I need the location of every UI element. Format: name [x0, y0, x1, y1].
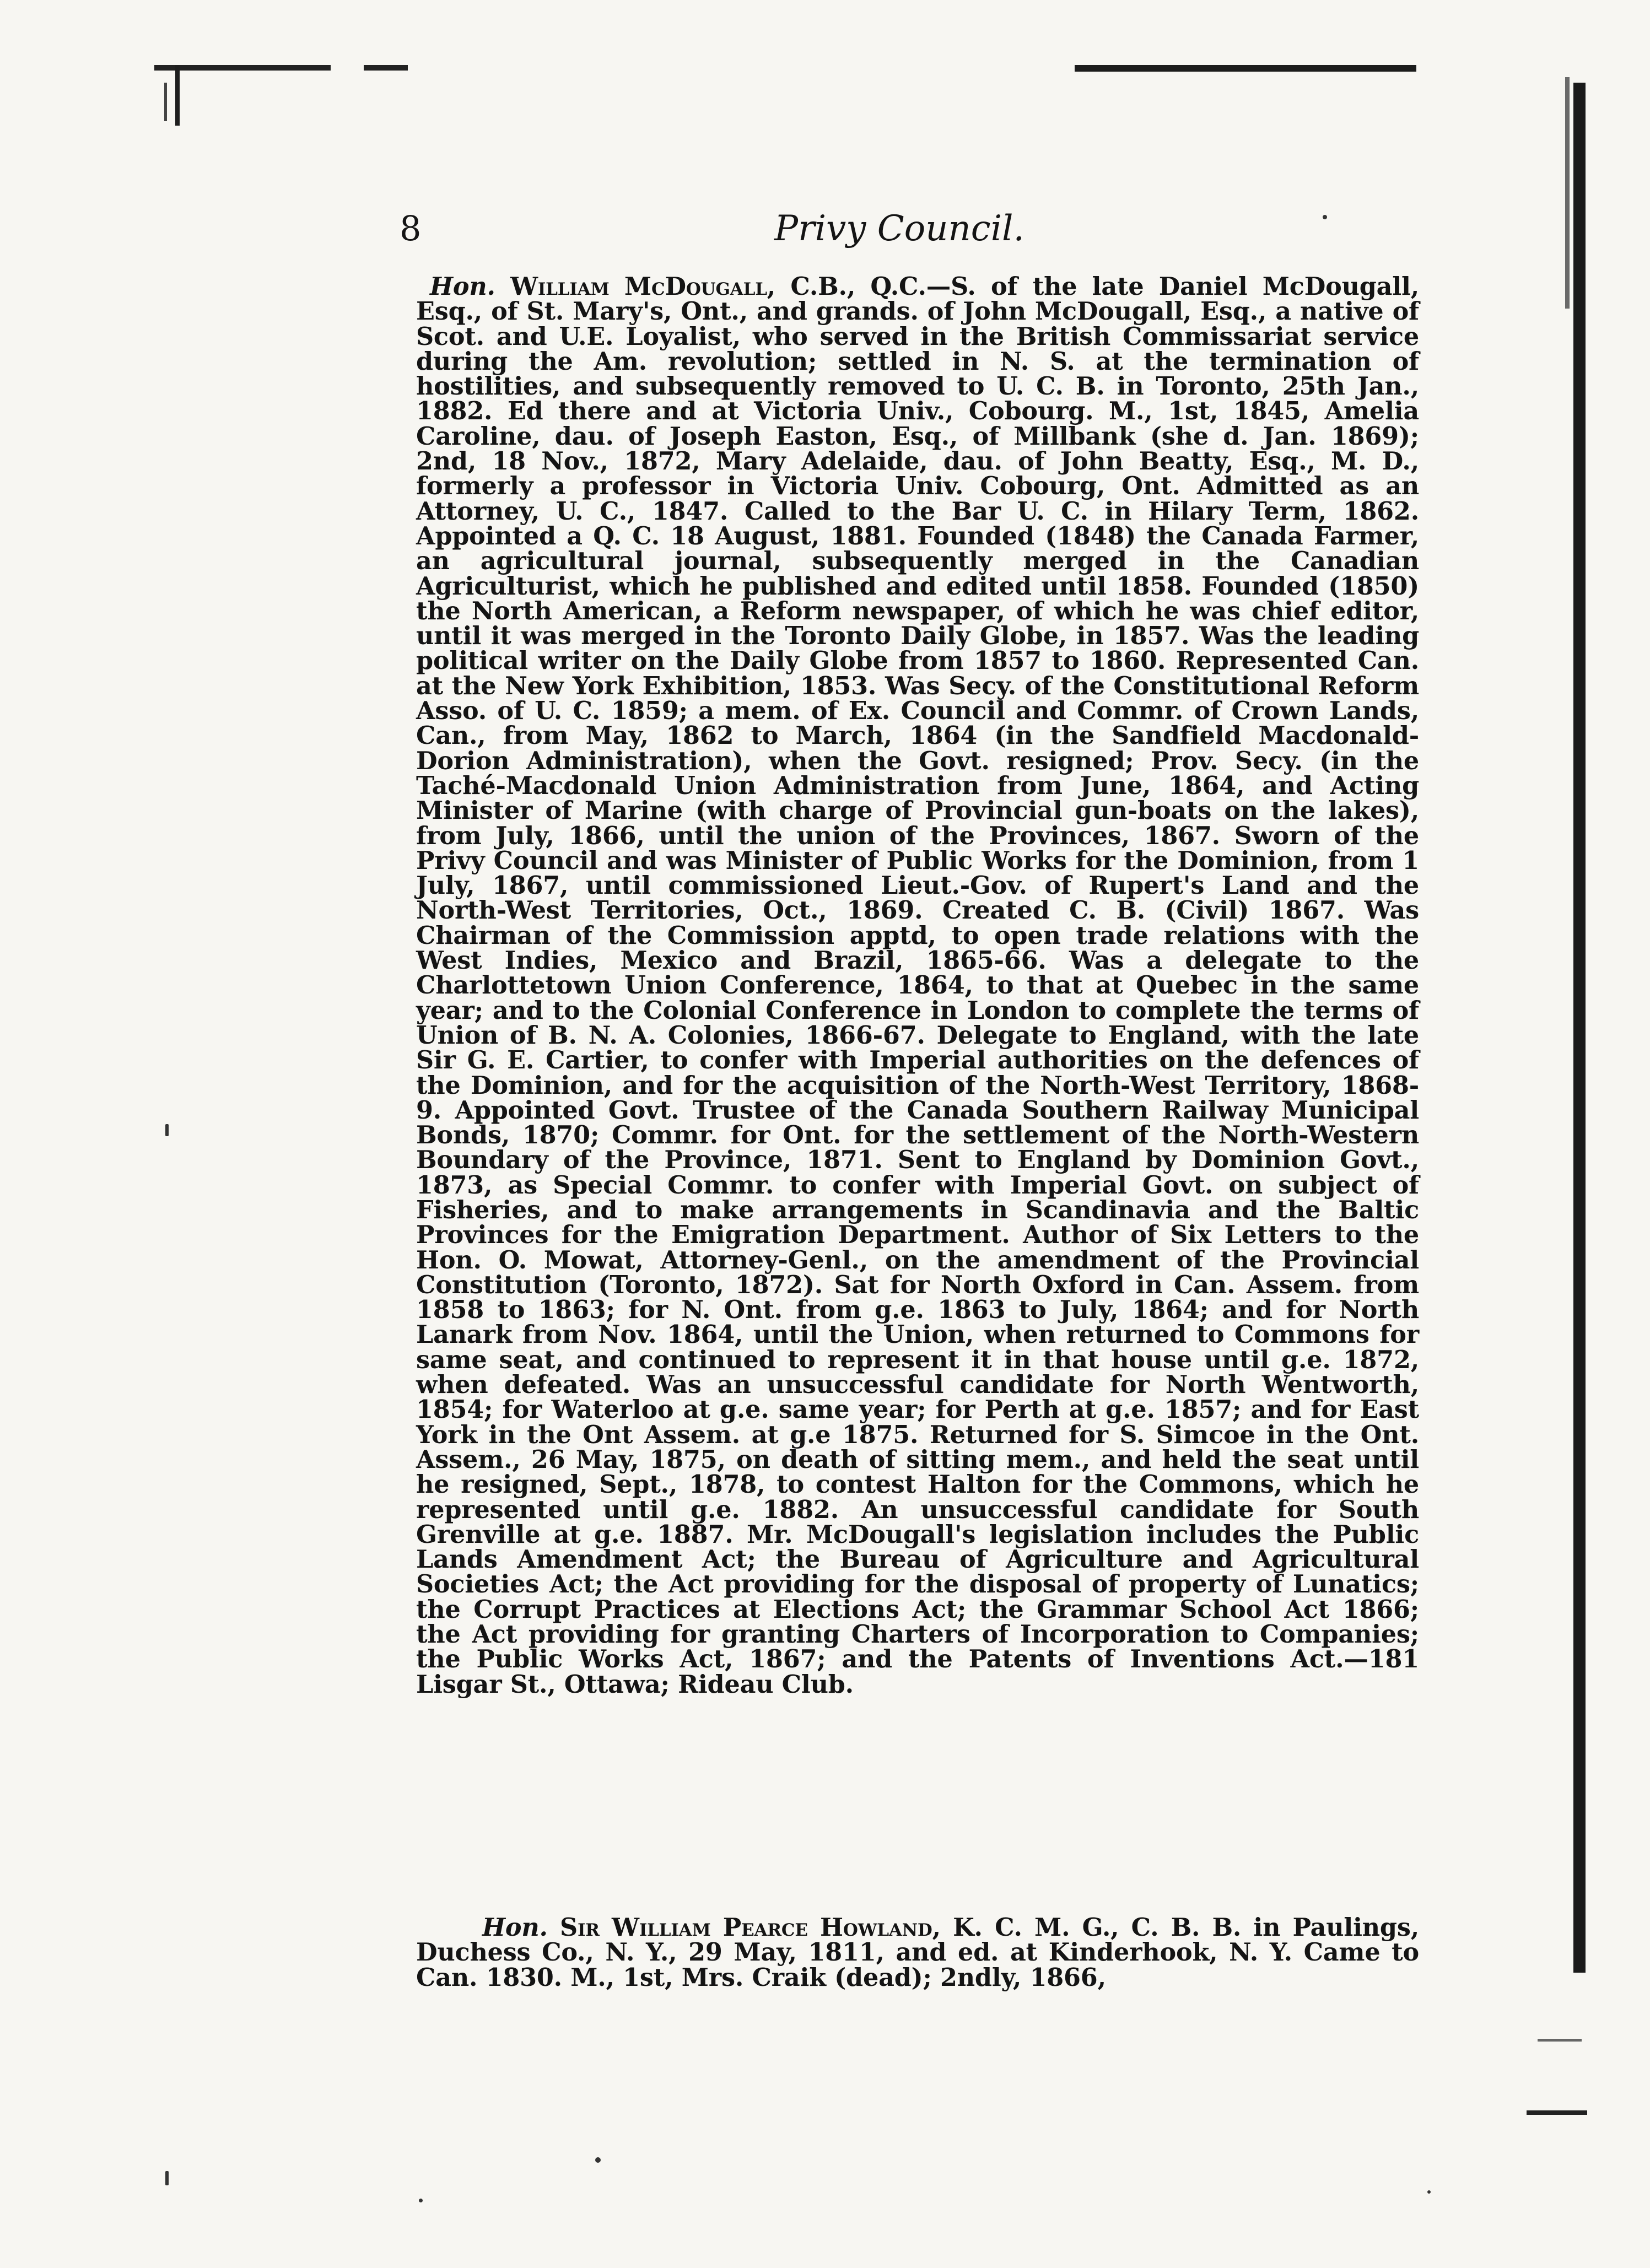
running-head: Privy Council. [774, 208, 1024, 249]
biography-entry [416, 274, 1419, 1697]
page-header [400, 204, 1447, 253]
entry-text: C.B., Q.C.—S. of the late Daniel McDougall, Esq., of St. Mary's, Ont., and grands. of John McDougall, Esq., a native of Scot. and U.E. Loyalist, who served in the British Commissariat service during the Am. revolution; settled in N. S. at the termination of hostilities, and subsequently removed to U. C. B. in Toronto, 25th Jan., 1882. Ed there and at Victoria Univ., Cobourg. M., 1st, 1845, Amelia Caroline, dau. of Joseph Easton, Esq., of Millbank (she d. Jan. 1869); 2nd, 18 Nov., 1872, Mary Adelaide, dau. of John Beatty, Esq., M. D., formerly a professor in Victoria Univ. Cobourg, Ont. Admitted as an Attorney, U. C., 1847. Called to the Bar U. C. in Hilary Term, 1862. Appointed a Q. C. 18 August, 1881. Founded (1848) the Canada Farmer, an agricultural journal, subsequently merged in the Canadian Agriculturist, which he published and edited until 1858. Founded (1850) the North American, a Reform newspaper, of which he was chief editor, until it was merged in the Toronto Daily Globe, in 1857. Was the leading political writer on the Daily Globe from 1857 to 1860. Represented Can. at the New York Exhibition, 1853. Was Secy. of the Constitutional Reform Asso. of U. C. 1859; a mem. of Ex. Council and Commr. of Crown Lands, Can., from May, 1862 to March, 1864 (in the Sandfield Macdonald-Dorion Administration), when the Govt. resigned; Prov. Secy. (in the Taché-Macdonald Union Administration from June, 1864, and Acting Minister of Marine (with charge of Provincial gun-boats on the lakes), from July, 1866, until the union of the Provinces, 1867. Sworn of the Privy Council and was Minister of Public Works for the Dominion, from 1 July, 1867, until commissioned Lieut.-Gov. of Rupert's Land and the North-West Territories, Oct., 1869. Created C. B. (Civil) 1867. Was Chairman of the Commission apptd, to open trade relations with the West Indies, Mexico and Brazil, 1865-66. Was a delegate to the Charlottetown Union Conference, 1864, to that at Quebec in the same year; and to the Colonial Conference in London to complete the terms of Union of B. N. A. Colonies, 1866-67. Delegate to England, with the late Sir G. E. Cartier, to confer with Imperial authorities on the defences of the Dominion, and for the acquisition of the North-West Territory, 1868-9. Appointed Govt. Trustee of the Canada Southern Railway Municipal Bonds, 1870; Commr. for Ont. for the settlement of the North-Western Boundary of the Province, 1871. Sent to England by Dominion Govt., 1873, as Special Commr. to confer with Imperial Govt. on subject of Fisheries, and to make arrangements in Scandinavia and the Baltic Provinces for the Emigration Department. Author of Six Letters to the Hon. O. Mowat, Attorney-Genl., on the amendment of the Provincial Constitution (Toronto, 1872). Sat for North Oxford in Can. Assem. from 1858 to 1863; for N. Ont. from g.e. 1863 to July, 1864; and for North Lanark from Nov. 1864, until the Union, when returned to Commons for same seat, and continued to represent it in that house until g.e. 1872, when defeated. Was an unsuccessful candidate for North Wentworth, 1854; for Waterloo at g.e. same year; for Perth at g.e. 1857; and for East York in the Ont Assem. at g.e 1875. Returned for S. Simcoe in the Ont. Assem., 26 May, 1875, on death of sitting mem., and held the seat until he resigned, Sept., 1878, to contest Halton for the Commons, which he represented until g.e. 1882. An unsuccessful candidate for South Grenville at g.e. 1887. Mr. McDougall's legislation includes the Public Lands Amendment Act; the Bureau of Agriculture and Agricultural Societies Act; the Act providing for the disposal of property of Lunatics; the Corrupt Practices at Elections Act; the Grammar School Act 1866; the Act providing for granting Charters of Incorporation to Companies; the Public Works Act, 1867; and the Patents of Inventions Act.—181 Lisgar St., Ottawa; Rideau Club. [416, 272, 1419, 1699]
scan-rule-top-left [154, 65, 408, 71]
entry-name: William McDougall, [510, 272, 776, 301]
scan-mark-left [175, 65, 180, 126]
scan-speck [419, 2199, 423, 2202]
entry-honorific: Hon. [482, 1913, 548, 1942]
scan-rule-gap [331, 65, 364, 71]
scan-edge-shadow-faint [1565, 77, 1570, 309]
scan-rule-bottom-right-faint [1538, 2039, 1582, 2042]
scan-speck [165, 2171, 169, 2185]
entry-honorific: Hon. [430, 272, 495, 301]
entry-name: Sir William Pearce Howland, [560, 1913, 941, 1942]
biography-entry [416, 1915, 1419, 1990]
scan-speck [1427, 2190, 1431, 2194]
scan-speck [165, 1124, 169, 1136]
entry-text: K. C. M. G., C. B. B. in Paulings, Duchess Co., N. Y., 29 May, 1811, and ed. at Kinderhook, N. Y. Came to Can. 1830. M., 1st, Mrs. Craik (dead); 2ndly, 1866, [416, 1913, 1419, 1992]
scan-edge-shadow [1573, 83, 1586, 1973]
scan-rule-bottom-right [1527, 2110, 1587, 2115]
scan-speck [595, 2157, 601, 2163]
scan-rule-top-right [1075, 65, 1416, 72]
scan-mark-left-faint [164, 83, 167, 121]
page-number: 8 [400, 208, 422, 249]
